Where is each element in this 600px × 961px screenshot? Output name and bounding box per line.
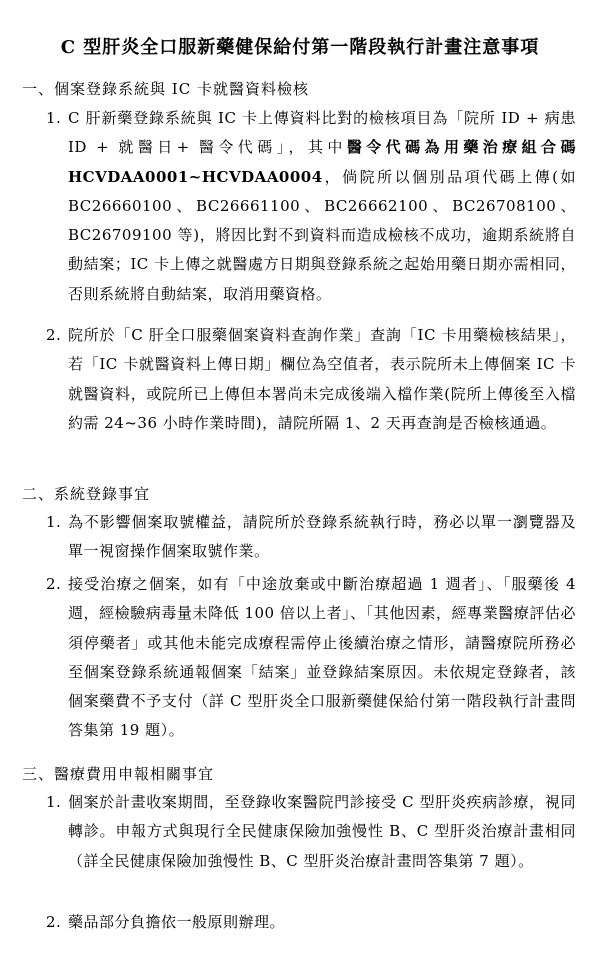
section-heading-2: 二、系統登錄事宜 (22, 485, 151, 503)
item-number: 1. (46, 513, 62, 531)
item-number: 2. (46, 913, 62, 931)
item-text-part: ，倘院所以個別品項代碼上傳(如 BC26660100、BC26661100、BC26662100、BC26708100、BC26709100 等)，將因比對不到資料而造成檢核不成功，逾期系統將自動結案；IC 卡上傳之就醫處方日期與登錄系統之起始用藥日期亦需相同，否則系統將自動結案，取消用藥資格。 (68, 167, 576, 303)
list-item (46, 321, 576, 438)
list-item (46, 508, 576, 567)
list-item (46, 908, 576, 937)
item-text: 接受治療之個案，如有「中途放棄或中斷治療超過 1 週者」、「服藥後 4 週，經檢驗病毒量未降低 100 倍以上者」、「其他因素，經專業醫療評估必須停藥者」或其他未能完成療程需停止後續治療之情形，請醫療院所務必至個案登錄系統通報個案「結案」並登錄結案原因。未依規定登錄者，該個案藥費不予支付（詳 C 型肝炎全口服新藥健保給付第一階段執行計畫問答集第 19 題）。 (68, 575, 576, 740)
item-text: 為不影響個案取號權益，請院所於登錄系統執行時，務必以單一瀏覽器及單一視窗操作個案取號作業。 (68, 513, 576, 561)
item-number: 1. (46, 793, 62, 811)
document-title: C 型肝炎全口服新藥健保給付第一階段執行計畫注意事項 (60, 37, 540, 58)
item-text (68, 104, 576, 309)
item-number: 2. (46, 575, 62, 593)
item-text: 個案於計畫收案期間，至登錄收案醫院門診接受 C 型肝炎疾病診療，視同轉診。申報方式與現行全民健康保險加強慢性 B、C 型肝炎治療計畫相同（詳全民健康保險加強慢性 B、C 型肝炎治療計畫問答集第 7 題）。 (68, 793, 576, 870)
section-heading-3: 三、醫療費用申報相關事宜 (22, 765, 215, 783)
item-text: 藥品部分負擔依一般原則辦理。 (68, 913, 286, 931)
list-item (46, 788, 576, 876)
list-item (46, 104, 576, 309)
item-number: 2. (46, 326, 62, 344)
section-heading-1: 一、個案登錄系統與 IC 卡就醫資料檢核 (22, 80, 309, 98)
item-text-part: C 肝新藥登錄系統與 IC 卡上傳資料比對的檢核項目為「院所 ID + 病患 ID + 就醫日+ 醫令代碼」，其中 (68, 109, 576, 157)
item-text: 院所於「C 肝全口服藥個案資料查詢作業」查詢「IC 卡用藥檢核結果」，若「IC 卡就醫資料上傳日期」欄位為空值者，表示院所未上傳個案 IC 卡就醫資料，或院所已上傳但本署尚未完成後端入檔作業(院所上傳後至入檔約需 24~36 小時作業時間)，請院所隔 1、2 天再查詢是否檢核通過。 (68, 326, 576, 432)
list-item (46, 570, 576, 746)
item-text-emphasis: 醫令代碼為用藥治療組合碼 HCVDAA0001~HCVDAA0004 (68, 138, 576, 186)
item-number: 1. (46, 109, 62, 127)
